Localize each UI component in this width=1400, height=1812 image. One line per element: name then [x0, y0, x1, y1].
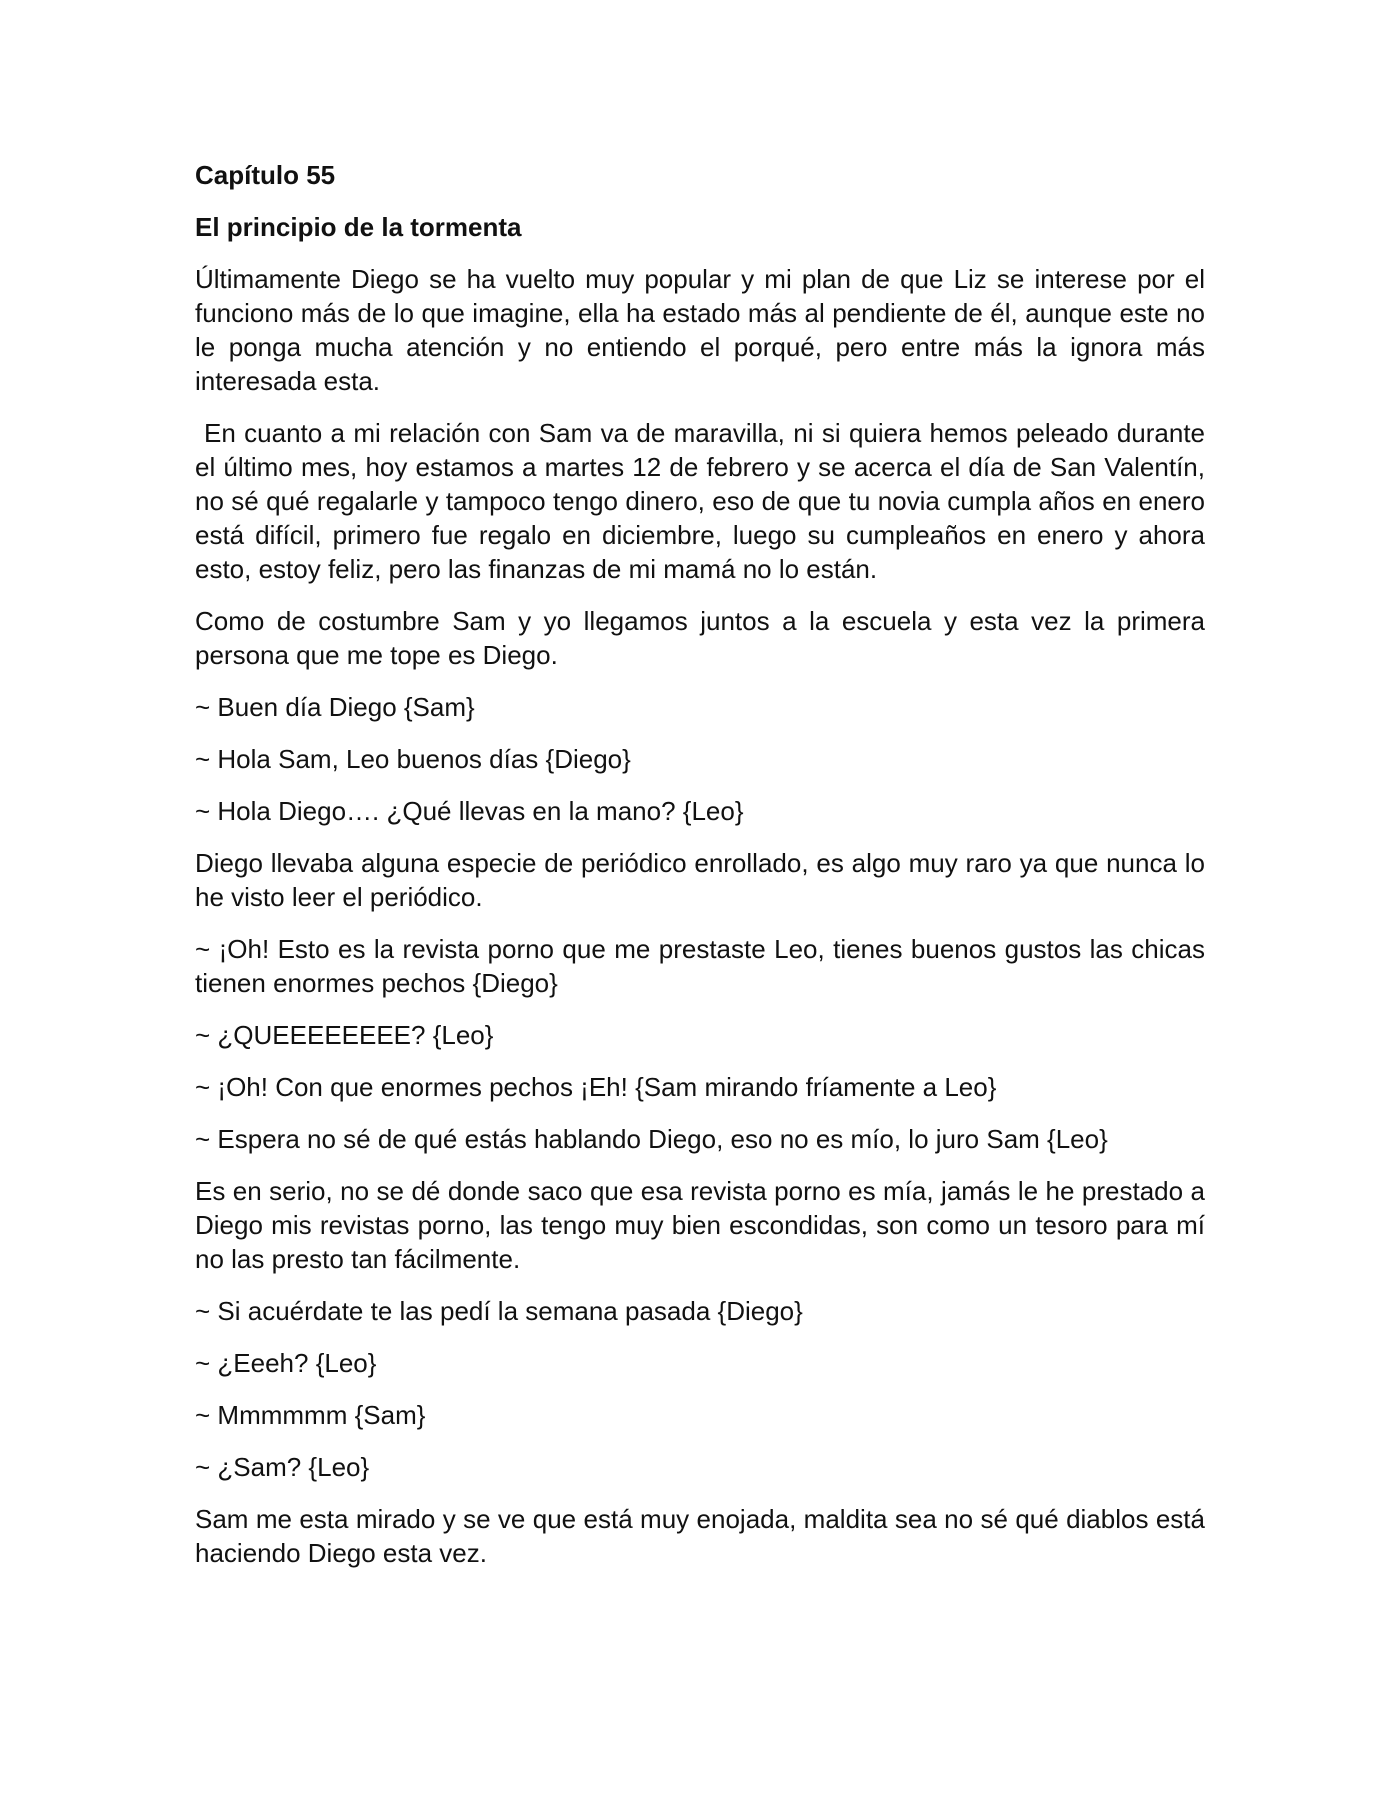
dialogue-line: ~ Buen día Diego {Sam} — [195, 692, 475, 722]
chapter-title: El principio de la tormenta — [195, 212, 522, 242]
paragraph-closing: Sam me esta mirado y se ve que está muy enojada, maldita sea no sé qué diablos está haciendo Diego esta vez. — [195, 1504, 1205, 1568]
dialogue-line: ~ ¿Sam? {Leo} — [195, 1452, 370, 1482]
paragraph-newspaper: Diego llevaba alguna especie de periódico enrollado, es algo muy raro ya que nunca lo he visto leer el periódico. — [195, 848, 1205, 912]
dialogue-line: ~ ¡Oh! Con que enormes pechos ¡Eh! {Sam mirando fríamente a Leo} — [195, 1072, 997, 1102]
dialogue-line: ~ Espera no sé de qué estás hablando Diego, eso no es mío, lo juro Sam {Leo} — [195, 1124, 1108, 1154]
chapter-heading: Capítulo 55 — [195, 160, 336, 190]
dialogue-line: ~ Hola Diego…. ¿Qué llevas en la mano? {Leo} — [195, 796, 744, 826]
dialogue-line: ~ Si acuérdate te las pedí la semana pasada {Diego} — [195, 1296, 803, 1326]
document-page — [195, 158, 1205, 1588]
dialogue-line: ~ ¿QUEEEEEEEE? {Leo} — [195, 1020, 494, 1050]
dialogue-line: ~ Hola Sam, Leo buenos días {Diego} — [195, 744, 631, 774]
paragraph-magazine: Es en serio, no se dé donde saco que esa revista porno es mía, jamás le he prestado a Diego mis revistas porno, las tengo muy bien escondidas, son como un tesoro para mí no las presto tan fácilmente. — [195, 1176, 1205, 1274]
paragraph-relationship: En cuanto a mi relación con Sam va de maravilla, ni si quiera hemos peleado durante el último mes, hoy estamos a martes 12 de febrero y se acerca el día de San Valentín, no sé qué regalarle y tampoco tengo dinero, eso de que tu novia cumpla años en enero está difícil, primero fue regalo en diciembre, luego su cumpleaños en enero y ahora esto, estoy feliz, pero las finanzas de mi mamá no lo están. — [195, 418, 1205, 584]
dialogue-line: ~ Mmmmmm {Sam} — [195, 1400, 426, 1430]
paragraph-arrival: Como de costumbre Sam y yo llegamos juntos a la escuela y esta vez la primera persona que me tope es Diego. — [195, 606, 1205, 670]
paragraph-intro: Últimamente Diego se ha vuelto muy popular y mi plan de que Liz se interese por el funciono más de lo que imagine, ella ha estado más al pendiente de él, aunque este no le ponga mucha atención y no entiendo el porqué, pero entre más la ignora más interesada esta. — [195, 264, 1205, 396]
dialogue-line: ~ ¿Eeeh? {Leo} — [195, 1348, 377, 1378]
dialogue-line: ~ ¡Oh! Esto es la revista porno que me prestaste Leo, tienes buenos gustos las chicas tienen enormes pechos {Diego} — [195, 934, 1205, 998]
